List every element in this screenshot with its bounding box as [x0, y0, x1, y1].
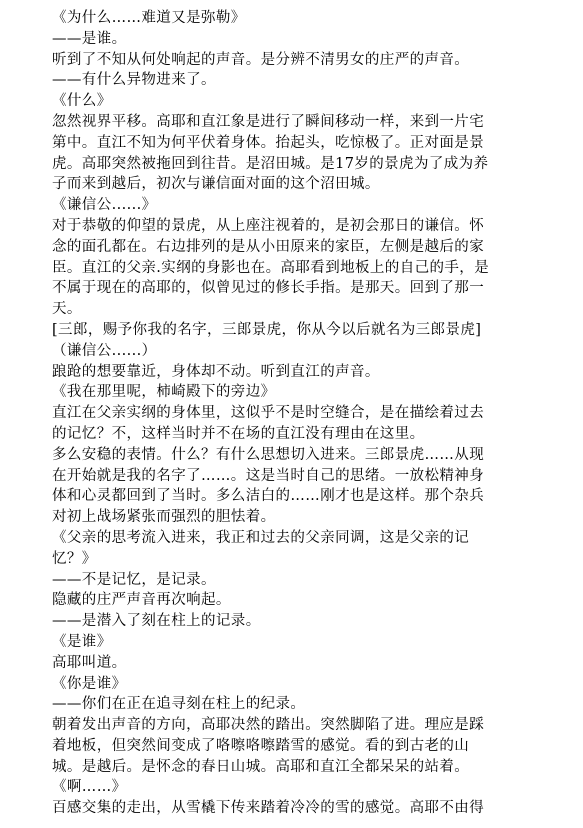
text-line: 忆？》	[52, 550, 97, 567]
text-line: 臣。直江的父亲.实纲的身影也在。高耶看到地板上的自己的手，是	[52, 259, 490, 276]
text-line: 子而来到越后，初次与谦信面对面的这个沼田城。	[52, 176, 380, 193]
text-line: 在开始就是我的名字了……。这是当时自己的思绪。一放松精神身	[52, 467, 485, 484]
text-line: 天。	[52, 301, 82, 318]
text-line: 的记忆？不，这样当时并不在场的直江没有理由在这里。	[52, 425, 425, 442]
text-line: 《你是谁》	[52, 675, 127, 692]
text-line: ——你们在正在追寻刻在柱上的纪录。	[52, 696, 306, 713]
text-line: 多么安稳的表情。什么？有什么思想切入进来。三郎景虎……从现	[52, 446, 485, 463]
text-line: 《父亲的思考流入进来，我正和过去的父亲同调，这是父亲的记	[52, 529, 470, 546]
text-line: 忽然视界平移。高耶和直江象是进行了瞬间移动一样，来到一片宅	[52, 113, 485, 130]
text-line: 第中。直江不知为何平伏着身体。抬起头，吃惊极了。正对面是景	[52, 134, 485, 151]
text-line: 《啊……》	[52, 779, 127, 796]
text-line: 《谦信公......》	[52, 197, 157, 214]
text-line: ——有什么异物进来了。	[52, 72, 216, 89]
text-line: 《我在那里呢，柿崎殿下的旁边》	[52, 384, 276, 401]
text-line: ——不是记忆，是记录。	[52, 571, 216, 588]
text-line: 百感交集的走出，从雪橇下传来踏着冷冷的雪的感觉。高耶不由得	[52, 800, 485, 817]
text-line: 虎。高耶突然被拖回到往昔。是沼田城。是17岁的景虎为了成为养	[52, 155, 489, 172]
text-line: 对初上战场紧张而强烈的胆怯着。	[52, 509, 276, 526]
text-line: 听到了不知从何处响起的声音。是分辨不清男女的庄严的声音。	[52, 51, 470, 68]
text-line: （谦信公......）	[52, 342, 157, 359]
document-page	[52, 8, 557, 819]
text-line: 隐藏的庄严声音再次响起。	[52, 592, 231, 609]
text-line: 城。是越后。是怀念的春日山城。高耶和直江全都呆呆的站着。	[52, 758, 470, 775]
text-line: ——是潜入了刻在柱上的记录。	[52, 613, 261, 630]
text-line: 《是谁》	[52, 633, 112, 650]
text-line: 体和心灵都回到了当时。多么洁白的……刚才也是这样。那个杂兵	[52, 488, 485, 505]
text-line: 对于恭敬的仰望的景虎，从上座注视着的，是初会那日的谦信。怀	[52, 217, 485, 234]
text-line: 不属于现在的高耶的，似曾见过的修长手指。是那天。回到了那一	[52, 280, 485, 297]
text-line: 直江在父亲实纲的身体里，这似乎不是时空缝合，是在描绘着过去	[52, 405, 485, 422]
text-line: 《为什么……难道又是弥勒》	[52, 10, 246, 26]
text-line: 着地板，但突然间变成了咯嚓咯嚓踏雪的感觉。看的到古老的山	[52, 737, 470, 754]
text-line: [三郎，赐予你我的名字，三郎景虎，你从今以后就名为三郎景虎]	[52, 321, 482, 338]
text-line: 朝着发出声音的方向，高耶决然的踏出。突然脚陷了进。理应是踩	[52, 717, 485, 734]
text-line: ——是谁。	[52, 30, 127, 47]
text-line: 念的面孔都在。右边排列的是从小田原来的家臣，左侧是越后的家	[52, 238, 485, 255]
text-line: 踉跄的想要靠近，身体却不动。听到直江的声音。	[52, 363, 380, 380]
text-line: 《什么》	[52, 93, 112, 110]
text-line: 高耶叫道。	[52, 654, 127, 671]
